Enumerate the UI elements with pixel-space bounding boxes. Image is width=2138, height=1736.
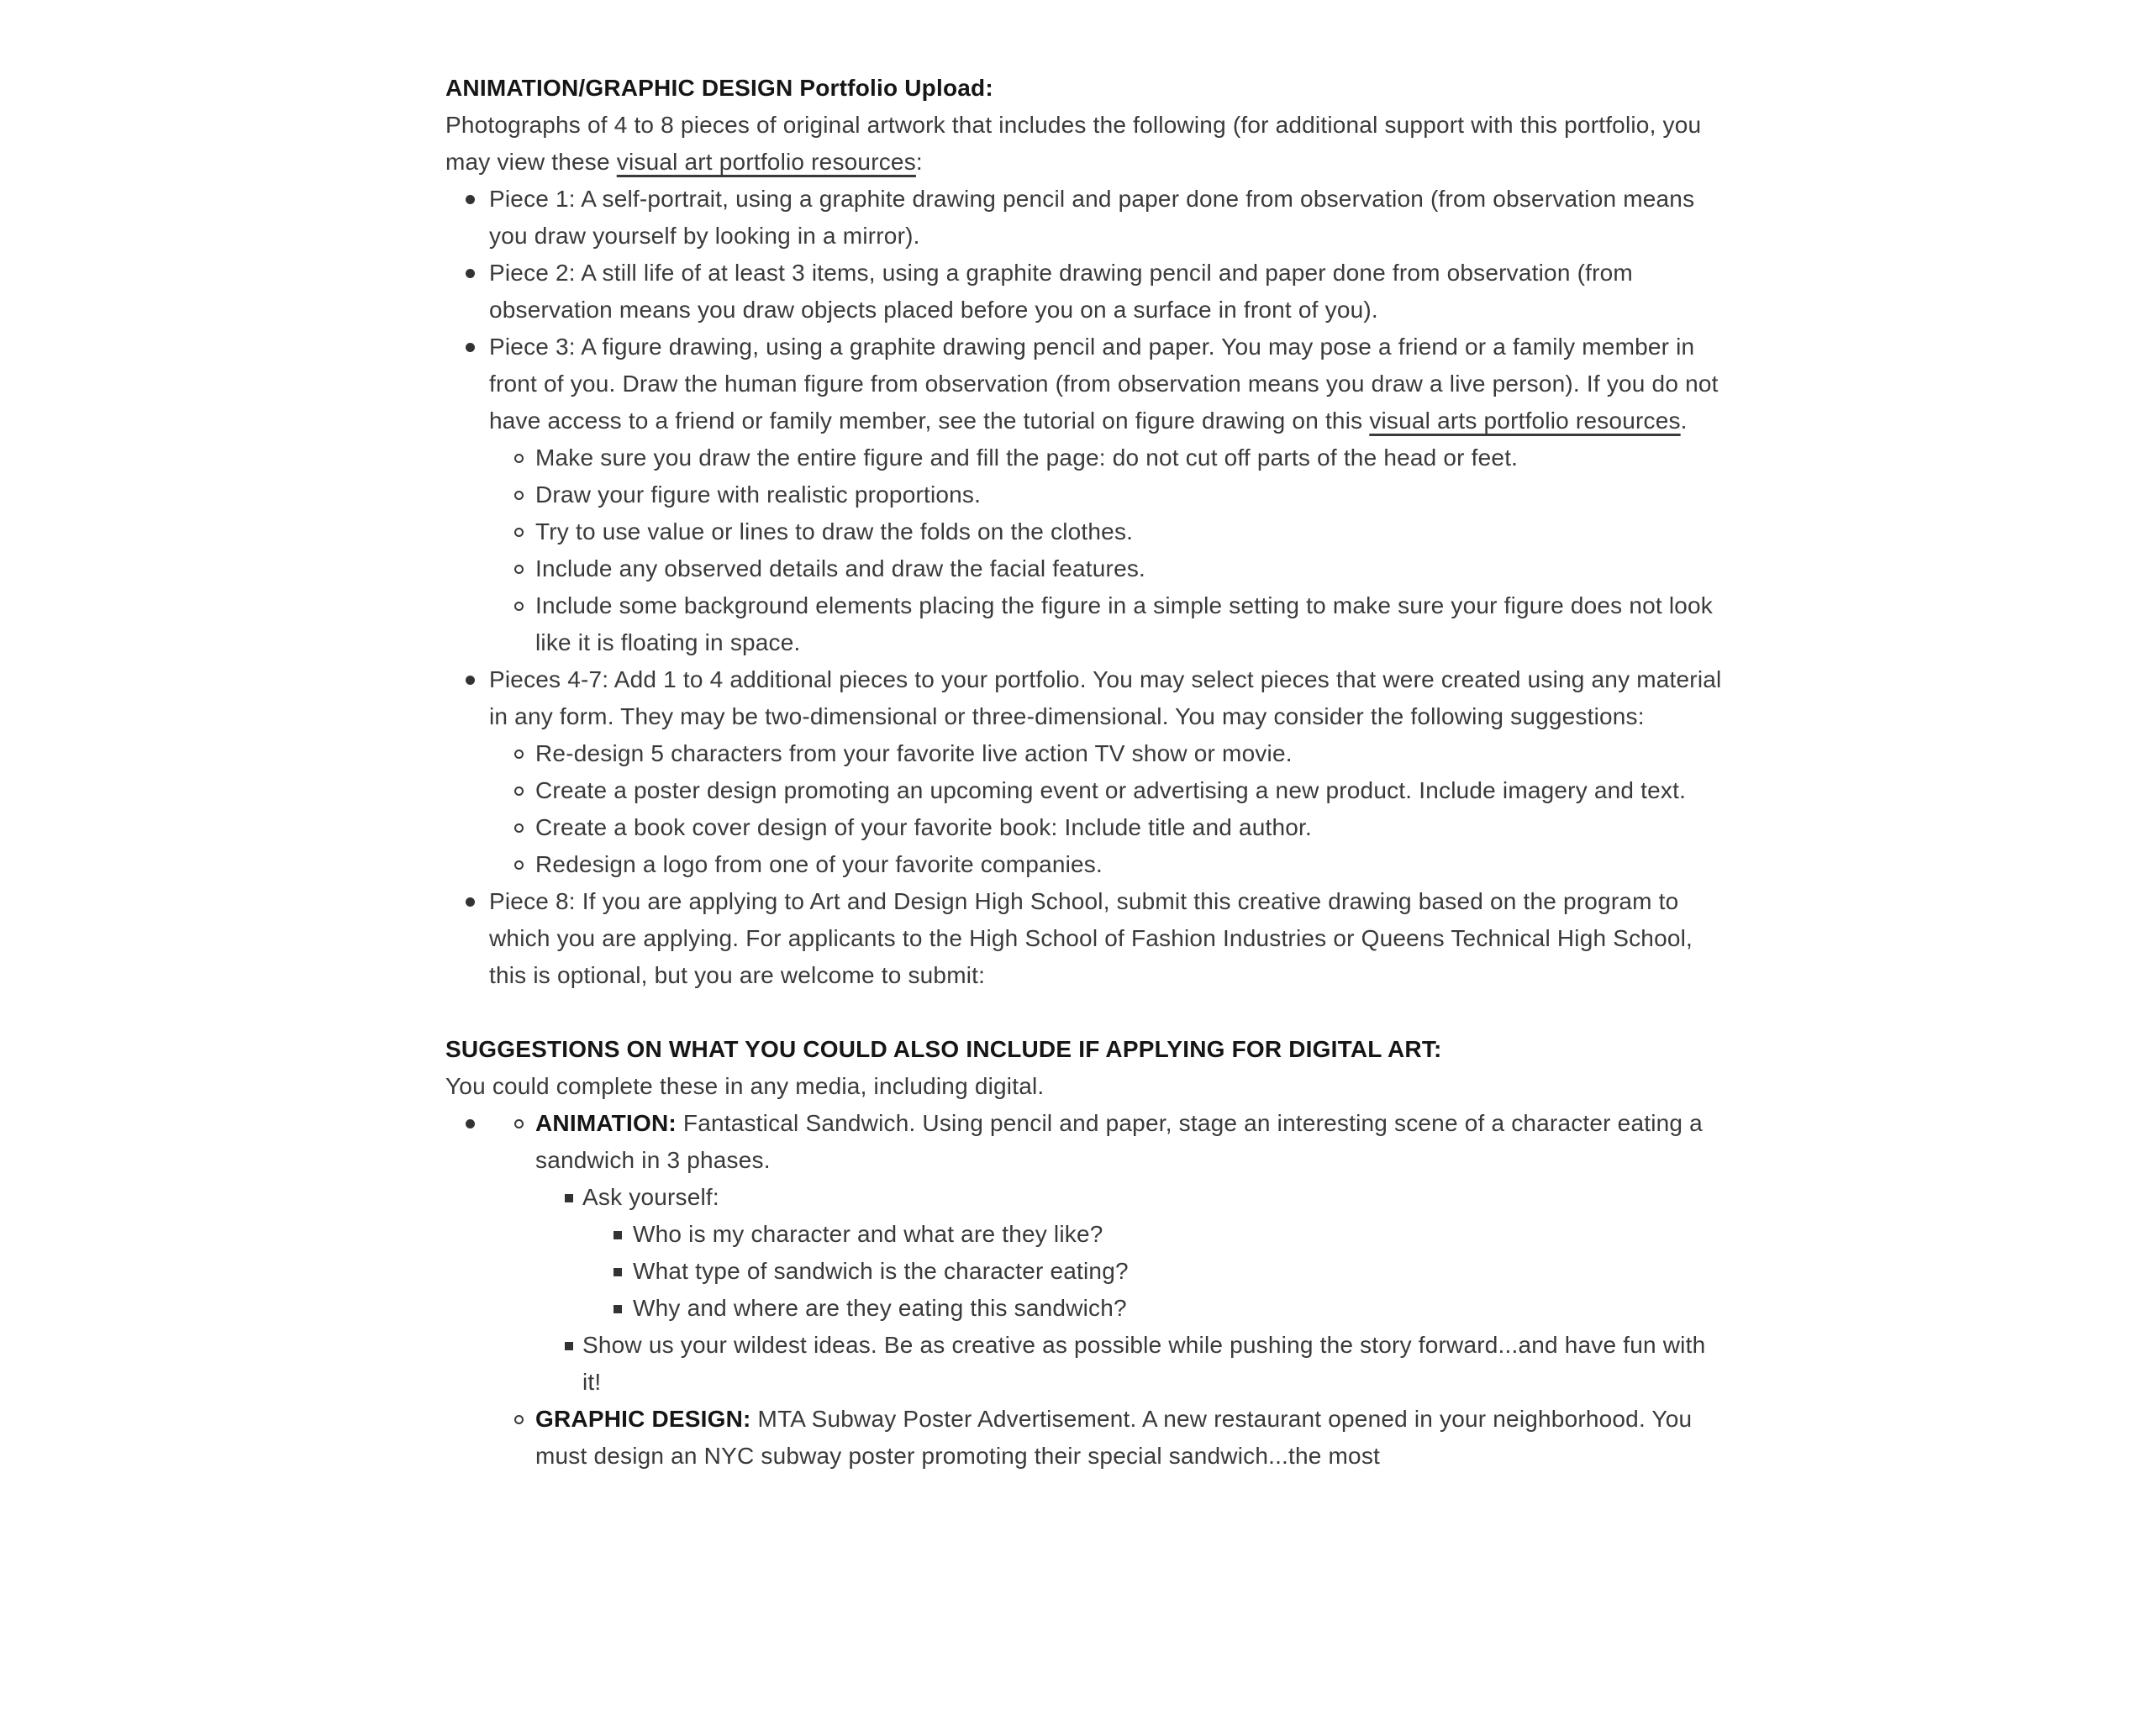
question-text: What type of sandwich is the character eating? bbox=[633, 1258, 1129, 1284]
animation-prompts-list bbox=[535, 1179, 1725, 1401]
intro-paragraph bbox=[445, 107, 1725, 181]
document-page bbox=[445, 0, 1725, 1475]
list-item-tip bbox=[489, 513, 1725, 550]
tip-text: Draw your figure with realistic proportions. bbox=[535, 481, 982, 508]
intro-text: Photographs of 4 to 8 pieces of original artwork that includes the following (for additional support with this portfolio, you may view these bbox=[445, 112, 1702, 175]
digital-art-suggestions-list bbox=[445, 1105, 1725, 1475]
piece-8-text: Piece 8: If you are applying to Art and Design High School, submit this creative drawing based on the program to which you are applying. For applicants to the High School of Fashion Industries or Queens Technical High School, this is optional, but you are welcome to submit: bbox=[489, 888, 1693, 988]
animation-description: Fantastical Sandwich. Using pencil and paper, stage an interesting scene of a character eating a sandwich in 3 phases. bbox=[535, 1110, 1703, 1173]
list-item-piece-3 bbox=[445, 329, 1725, 661]
list-item-graphic-design bbox=[489, 1401, 1725, 1475]
piece-1-text: Piece 1: A self-portrait, using a graphite drawing pencil and paper done from observation (from observation means you draw yourself by looking in a mirror). bbox=[489, 186, 1695, 249]
list-item-question bbox=[582, 1253, 1725, 1290]
suggestions-heading: SUGGESTIONS ON WHAT YOU COULD ALSO INCLUDE IF APPLYING FOR DIGITAL ART: bbox=[445, 1036, 1442, 1062]
digital-art-suggestions-sublist bbox=[489, 1105, 1725, 1475]
graphic-design-label: GRAPHIC DESIGN: bbox=[535, 1406, 751, 1432]
piece-3-tips-list bbox=[489, 439, 1725, 661]
suggestion-text: Create a poster design promoting an upcoming event or advertising a new product. Include imagery and text. bbox=[535, 777, 1687, 803]
question-text: Why and where are they eating this sandwich? bbox=[633, 1295, 1127, 1321]
suggestion-text: Re-design 5 characters from your favorite live action TV show or movie. bbox=[535, 740, 1293, 766]
tip-text: Include any observed details and draw the facial features. bbox=[535, 555, 1146, 581]
list-item-suggestion bbox=[489, 809, 1725, 846]
tip-text: Include some background elements placing the figure in a simple setting to make sure your figure does not look like it is floating in space. bbox=[535, 592, 1713, 655]
list-item-tip bbox=[489, 550, 1725, 587]
list-item-tip bbox=[489, 587, 1725, 661]
suggestions-intro: You could complete these in any media, including digital. bbox=[445, 1073, 1045, 1099]
pieces-list bbox=[445, 181, 1725, 994]
list-item-tip bbox=[489, 476, 1725, 513]
tip-text: Make sure you draw the entire figure and fill the page: do not cut off parts of the head or feet. bbox=[535, 445, 1519, 471]
portfolio-upload-heading: ANIMATION/GRAPHIC DESIGN Portfolio Upload: bbox=[445, 75, 993, 101]
tip-text: Try to use value or lines to draw the folds on the clothes. bbox=[535, 518, 1134, 544]
list-item-piece-1 bbox=[445, 181, 1725, 255]
list-item-empty-parent bbox=[445, 1105, 1725, 1475]
piece-3-text-period: . bbox=[1680, 408, 1688, 434]
list-item-suggestion bbox=[489, 772, 1725, 809]
list-item-show-us bbox=[535, 1327, 1725, 1401]
pieces-4-7-suggestions-list bbox=[489, 735, 1725, 883]
suggestion-text: Create a book cover design of your favorite book: Include title and author. bbox=[535, 814, 1313, 840]
animation-label: ANIMATION: bbox=[535, 1110, 677, 1136]
visual-arts-portfolio-resources-link[interactable]: visual arts portfolio resources bbox=[1369, 408, 1681, 434]
list-item-question bbox=[582, 1290, 1725, 1327]
suggestion-text: Redesign a logo from one of your favorite companies. bbox=[535, 851, 1103, 877]
list-item-suggestion bbox=[489, 846, 1725, 883]
visual-art-portfolio-resources-link[interactable]: visual art portfolio resources bbox=[616, 149, 916, 175]
blank-line bbox=[445, 994, 1725, 1031]
list-item-suggestion bbox=[489, 735, 1725, 772]
graphic-design-description: MTA Subway Poster Advertisement. A new restaurant opened in your neighborhood. You must design an NYC subway poster promoting their special sandwich...the most bbox=[535, 1406, 1693, 1469]
list-item-animation bbox=[489, 1105, 1725, 1401]
list-item-piece-8 bbox=[445, 883, 1725, 994]
question-text: Who is my character and what are they like? bbox=[633, 1221, 1103, 1247]
ask-yourself-text: Ask yourself: bbox=[582, 1184, 719, 1210]
list-item-tip bbox=[489, 439, 1725, 476]
piece-2-text: Piece 2: A still life of at least 3 items, using a graphite drawing pencil and paper done from observation (from observation means you draw objects placed before you on a surface in front of you). bbox=[489, 260, 1633, 323]
list-item-question bbox=[582, 1216, 1725, 1253]
show-us-text: Show us your wildest ideas. Be as creative as possible while pushing the story forward...and have fun with it! bbox=[582, 1332, 1706, 1395]
list-item-ask-yourself bbox=[535, 1179, 1725, 1327]
piece-3-text: Piece 3: A figure drawing, using a graphite drawing pencil and paper. You may pose a friend or a family member in front of you. Draw the human figure from observation (from observation means you draw a live person). If you do not have access to a friend or family member, see the tutorial on figure drawing on this bbox=[489, 334, 1719, 434]
list-item-piece-2 bbox=[445, 255, 1725, 329]
list-item-pieces-4-7 bbox=[445, 661, 1725, 883]
ask-yourself-questions-list bbox=[582, 1216, 1725, 1327]
intro-text-colon: : bbox=[915, 149, 923, 175]
pieces-4-7-text: Pieces 4-7: Add 1 to 4 additional pieces to your portfolio. You may select pieces that were created using any material in any form. They may be two-dimensional or three-dimensional. You may consider the following suggestions: bbox=[489, 666, 1722, 729]
